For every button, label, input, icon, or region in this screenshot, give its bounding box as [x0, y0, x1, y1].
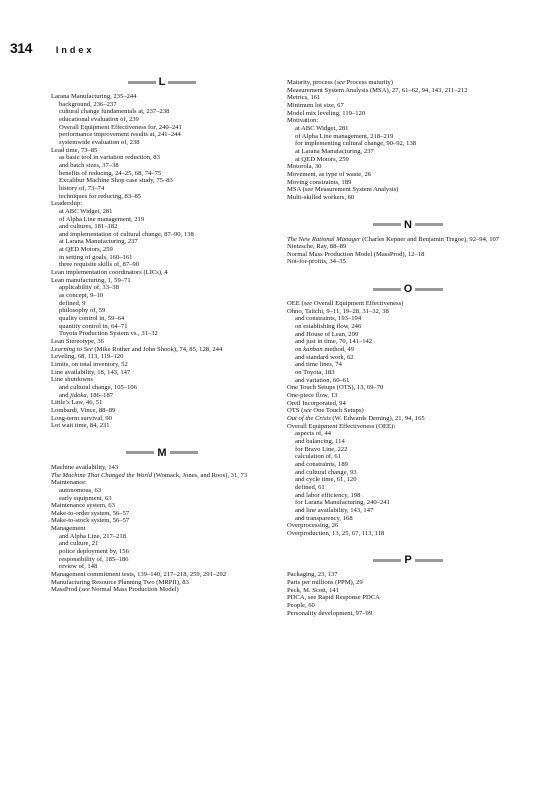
entry-text: Measurement System Analysis): [313, 186, 399, 194]
heading-rule: [170, 451, 198, 454]
index-entry: [287, 300, 529, 308]
entry-text: Process maturity): [344, 79, 393, 86]
entry-text: (Womack, Jones, and Roos), 31, 73: [152, 471, 248, 479]
index-entry: Movement, as type of waste, 26: [287, 170, 372, 178]
index-subentry: defined, 61: [295, 483, 325, 491]
index-entry: Personality development, 97–99: [287, 609, 373, 617]
page-number: 314: [10, 40, 32, 56]
section-letter: P: [404, 554, 412, 567]
index-entry: Overall Equipment Effectiveness (OEE):: [287, 422, 396, 430]
index-entry: Motorola, 30: [287, 163, 322, 171]
heading-rule: [415, 288, 443, 291]
index-subentry: and cultural change, 105–106: [59, 383, 138, 391]
index-entry: Long-term survival, 90: [51, 414, 112, 422]
index-subentry: cultural change fundamentals at, 237–238: [59, 108, 170, 116]
index-subentry: [287, 346, 529, 354]
heading-rule: [415, 223, 443, 226]
index-subentry: and batch sizes, 37–38: [59, 161, 119, 169]
entry-text: Normal Mass Production Model): [89, 586, 179, 594]
index-entry: Nietzsche, Ray, 88–89: [287, 243, 347, 251]
index-entry: Limits, on total inventory, 52: [51, 360, 128, 368]
entry-italic-text: see: [336, 79, 345, 86]
index-entry: Oreil Incorporated, 94: [287, 399, 346, 407]
index-entry: Lean implementation coordinators (LICs), 4: [51, 269, 168, 277]
index-entry: Leadership:: [51, 200, 83, 208]
index-subentry: responsibility of, 185–186: [59, 555, 129, 563]
entry-text: (Charles Kepner and Benjamin Tregoe), 92–94, 107: [360, 235, 500, 243]
index-subentry: and cultures, 181–182: [59, 223, 118, 231]
index-subentry: Overall Equipment Effectiveness for, 240–241: [59, 123, 182, 131]
index-subentry: and time lines, 74: [295, 361, 342, 369]
index-subentry: review of, 148: [59, 563, 98, 571]
index-subentry: and labor efficiency, 198: [295, 491, 361, 499]
index-subentry: at QED Motors, 259: [59, 246, 113, 254]
index-subentry: early equipment, 63: [59, 494, 112, 502]
index-subentry: at QED Motors, 259: [295, 155, 349, 163]
entry-italic-text: see: [303, 407, 312, 415]
index-entry: Minimum lot size, 67: [287, 101, 344, 109]
index-entry: [287, 236, 529, 244]
index-entry: Lean manufacturing, 1, 59–71: [51, 276, 131, 284]
entry-text: OTS (: [287, 407, 304, 415]
index-subentry: educational evaluation of, 239: [59, 115, 139, 123]
index-entry: Make-to-order system, 56–57: [51, 509, 130, 517]
index-entry: Multi-skilled workers, 60: [287, 193, 355, 201]
index-subentry: autonomous, 63: [59, 486, 102, 494]
index-subentry: at Larana Manufacturing, 237: [59, 238, 138, 246]
index-entry: Little’s Law, 46, 51: [51, 399, 103, 407]
index-subentry: at ABC Widget, 281: [295, 124, 349, 132]
index-subentry: of Alpha Line management, 218–219: [295, 132, 394, 140]
index-subentry: police deployment by, 156: [59, 548, 129, 556]
index-entry: [51, 586, 273, 594]
index-entry: Metrics, 161: [287, 94, 321, 102]
index-subentry: three requisite skills of, 87–90: [59, 261, 140, 269]
index-subentry: as concept, 9–10: [59, 292, 104, 300]
index-subentry: Excalibur Machine Shop case study, 75–83: [59, 177, 173, 185]
index-section-n: [287, 219, 529, 267]
entry-text: method, 49: [322, 346, 354, 354]
section-letter-heading: [51, 76, 273, 88]
index-entry: Not-for-profits, 34–35: [287, 258, 346, 266]
section-letter: N: [404, 218, 412, 231]
running-title: Index: [55, 45, 95, 55]
index-entry: [287, 79, 529, 87]
index-entry: Leveling, 68, 113, 119–120: [51, 353, 124, 361]
heading-rule: [373, 223, 401, 226]
index-entry: Overproduction, 13, 25, 67, 113, 118: [287, 529, 385, 537]
index-subentry: and constraints, 193–194: [295, 315, 362, 323]
index-entry: Lot wait time, 84, 231: [51, 422, 110, 430]
index-entry: Model mix leveling, 119–120: [287, 109, 366, 117]
entry-text: Maturity, process (: [287, 79, 337, 86]
entry-text: on: [295, 346, 304, 354]
index-subentry: in setting of goals, 160–161: [59, 253, 133, 261]
index-subentry: for Larana Manufacturing, 240–241: [295, 499, 390, 507]
index-entry: Moving constraints, 189: [287, 178, 352, 186]
index-entry: People, 60: [287, 602, 315, 610]
entry-text: MassProd (: [51, 586, 82, 594]
entry-text: and: [59, 391, 71, 399]
index-subentry: systemwide evaluation of, 238: [59, 138, 140, 146]
index-entry: [287, 407, 529, 415]
index-subentry: on establishing flow, 246: [295, 323, 362, 331]
page-header: [10, 40, 94, 56]
index-subentry: and variation, 60–61: [295, 376, 350, 384]
index-entry: [51, 346, 273, 354]
index-subentry: philosophy of, 59: [59, 307, 106, 315]
index-column-right: [287, 79, 529, 634]
entry-italic-text: see: [304, 186, 314, 194]
index-subentry: and cultural change, 93: [295, 468, 357, 476]
index-section-l: [51, 76, 273, 430]
index-subentry: Toyota Production System vs., 31–32: [59, 330, 158, 338]
entry-italic-text: kanban: [303, 346, 323, 354]
index-entry: Lean Stereotype, 36: [51, 338, 104, 345]
entry-italic-text: Learning to See: [51, 345, 93, 353]
section-letter-heading: [287, 219, 529, 231]
entry-text: (W. Edwards Deming), 21, 94, 165: [330, 414, 425, 422]
section-letter: L: [158, 76, 166, 88]
index-subentry: at Larana Manufacturing, 237: [295, 147, 374, 155]
index-entry: Lead time, 73–85: [51, 146, 98, 154]
index-subentry: and House of Lean, 299: [295, 330, 359, 338]
index-entry: Normal Mass Production Model (MassProd), 12–18: [287, 250, 425, 258]
heading-rule: [168, 81, 196, 84]
index-subentry: [51, 392, 273, 400]
index-subentry: for implementing cultural change, 90–92, 138: [295, 140, 417, 148]
index-subentry: applicability of, 33–38: [59, 284, 119, 292]
index-subentry: techniques for reducing, 83–85: [59, 192, 142, 200]
heading-rule: [128, 81, 156, 84]
index-subentry: background, 236–237: [59, 100, 117, 108]
index-column-left: [51, 76, 273, 611]
index-subentry: and transparency, 168: [295, 514, 353, 522]
index-entry: [287, 186, 529, 194]
heading-rule: [373, 559, 401, 562]
entry-italic-text: The New Rational Manager: [287, 235, 361, 243]
entry-text: Overall Equipment Effectiveness): [312, 300, 404, 308]
index-subentry: and balancing, 114: [295, 437, 345, 445]
index-entry: Maintenance system, 63: [51, 502, 115, 510]
index-section-o: [287, 283, 529, 537]
index-entry: [287, 415, 529, 423]
index-section-p: [287, 554, 529, 617]
entry-text: , 186–187: [86, 391, 114, 399]
index-entry: Management: [51, 525, 86, 533]
index-entry: Overprocessing, 26: [287, 522, 339, 530]
index-subentry: of Alpha Line management, 219: [59, 215, 145, 223]
index-entry: Lombardi, Vince, 88–89: [51, 406, 116, 414]
index-subentry: at ABC Widget, 281: [59, 207, 113, 215]
index-subentry: and line availability, 143, 147: [295, 506, 374, 514]
index-entry: Parts per millions (PPM), 29: [287, 579, 363, 587]
index-subentry: benefits of reducing, 24–25, 68, 74–75: [59, 169, 162, 177]
index-subentry: and Alpha Line, 217–218: [59, 532, 127, 540]
entry-text: OEE (: [287, 300, 304, 308]
index-entry: Packaging, 23, 137: [287, 571, 338, 579]
index-subentry: quantity control in, 64–71: [59, 322, 128, 330]
entry-text: One Touch Setups): [311, 407, 364, 415]
index-entry: Line shutdowns: [51, 376, 93, 384]
index-entry: Line availability, 18, 143, 147: [51, 368, 131, 376]
index-entry: Maintenance:: [51, 479, 87, 487]
index-entry: Measurement System Analysis (MSA), 27, 61–62, 94, 143, 211–212: [287, 86, 468, 94]
index-section-m: [51, 447, 273, 594]
index-entry: Peck, M. Scott, 141: [287, 586, 340, 594]
index-entry: Manufacturing Resource Planning Two (MRPII), 83: [51, 578, 189, 586]
index-subentry: and constraints, 189: [295, 460, 348, 468]
entry-italic-text: see: [303, 300, 313, 308]
index-subentry: and implementation of cultural change, 87–90, 138: [59, 230, 194, 238]
heading-rule: [126, 451, 154, 454]
index-entry: One Touch Setups (OTS), 13, 69–70: [287, 384, 384, 392]
index-entry: Motivation:: [287, 117, 319, 125]
index-subentry: history of, 73–74: [59, 184, 105, 192]
section-letter-heading: [287, 554, 529, 566]
index-entry: Machine availability, 143: [51, 463, 119, 471]
entry-italic-text: Out of the Crisis: [287, 414, 331, 422]
index-entry: Management commitment tests, 139–140, 217–218, 259, 291–292: [51, 571, 227, 579]
entry-text: (Mike Rother and John Shook), 74, 85, 128, 244: [92, 345, 223, 353]
index-entry: PDCA, see Rapid Response PDCA: [287, 594, 380, 602]
index-subentry: on Toyota, 183: [295, 369, 335, 377]
index-subentry: and cycle time, 61, 120: [295, 476, 357, 484]
index-entry: Larana Manufacturing, 235–244: [51, 93, 137, 100]
index-entry: One-piece flow, 13: [287, 392, 338, 399]
section-letter-heading: [287, 283, 529, 295]
index-subentry: and standard work, 62: [295, 353, 354, 361]
index-subentry: quality control in, 59–64: [59, 315, 125, 323]
section-letter: O: [403, 283, 413, 296]
index-subentry: and culture, 21: [59, 540, 99, 548]
entry-italic-text: jidoka: [70, 391, 87, 399]
index-subentry: performance improvement results at, 241–244: [59, 131, 181, 139]
index-subentry: defined, 9: [59, 299, 86, 307]
index-subentry: and just in time, 70, 141–142: [295, 338, 373, 346]
index-subentry: calculation of, 61: [295, 453, 341, 461]
entry-italic-text: The Machine That Changed the World: [51, 471, 153, 479]
section-letter-heading: [51, 447, 273, 459]
index-section-continued: [287, 79, 529, 202]
heading-rule: [373, 288, 401, 291]
index-entry: Ohno, Taiichi, 9–11, 19–28, 31–32, 38: [287, 307, 389, 315]
section-letter: M: [157, 446, 167, 459]
entry-italic-text: see: [81, 586, 90, 594]
entry-text: MSA (: [287, 186, 305, 194]
index-subentry: for Bravo Line, 222: [295, 445, 348, 453]
heading-rule: [415, 559, 443, 562]
index-subentry: as basic tool in variation reduction, 83: [59, 154, 160, 162]
index-subentry: aspects of, 44: [295, 430, 332, 438]
index-entry: [51, 472, 273, 480]
index-entry: Make-to-stock system, 56–57: [51, 517, 130, 525]
